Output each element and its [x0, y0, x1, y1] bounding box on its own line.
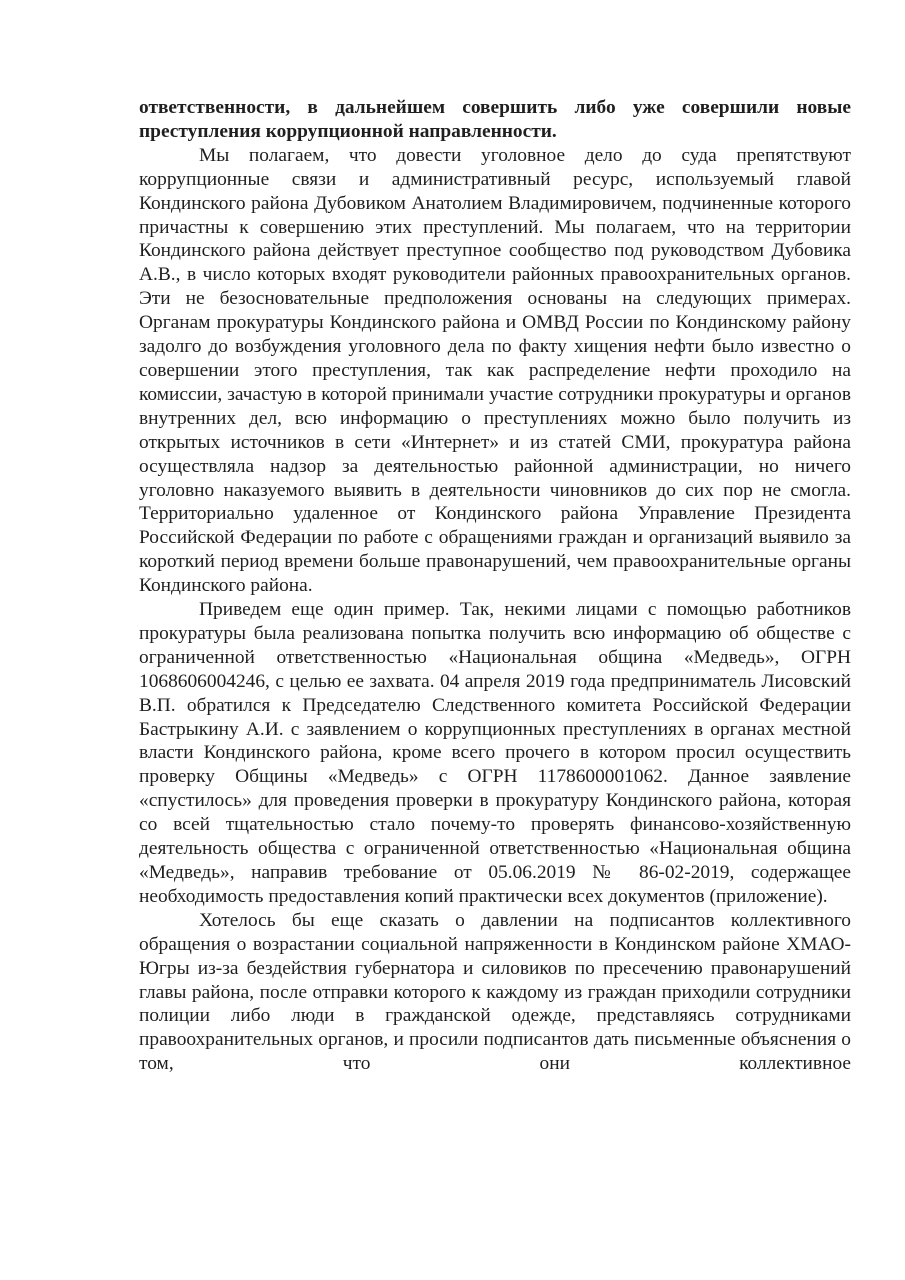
- paragraph-pressure-signatories: Хотелось бы еще сказать о давлении на подписантов коллективного обращения о возрастании социальной напряженности в Кондинском районе ХМАО-Югры из-за бездействия губернатора и силовиков по пресечению правонарушений главы района, после отправки которого к каждому из граждан приходили сотрудники полиции либо люди в гражданской одежде, представляясь сотрудниками правоохранительных органов, и просили подписантов дать письменные объяснения о том, что они коллективное: [139, 909, 851, 1075]
- letter-body: [139, 96, 851, 1076]
- paragraph-corruption-ties: Мы полагаем, что довести уголовное дело до суда препятствуют коррупционные связи и административный ресурс, используемый главой Кондинского района Дубовиком Анатолием Владимировичем, подчиненные которого причастны к совершению этих преступлений. Мы полагаем, что на территории Кондинского района действует преступное сообщество под руководством Дубовика А.В., в число которых входят руководители районных правоохранительных органов. Эти не безосновательные предположения основаны на следующих примерах. Органам прокуратуры Кондинского района и ОМВД России по Кондинскому району задолго до возбуждения уголовного дела по факту хищения нефти было известно о совершении этого преступления, так как распределение нефти проходило на комиссии, зачастую в которой принимали участие сотрудники прокуратуры и органов внутренних дел, всю информацию о преступлениях можно было получить из открытых источников в сети «Интернет» и из статей СМИ, прокуратура района осуществляла надзор за деятельностью районной администрации, но ничего уголовно наказуемого выявить в деятельности чиновников до сих пор не смогла. Территориально удаленное от Кондинского района Управление Президента Российской Федерации по работе с обращениями граждан и организаций выявило за короткий период времени больше правонарушений, чем правоохранительные органы Кондинского района.: [139, 144, 851, 597]
- paragraph-example-medved: Приведем еще один пример. Так, некими лицами с помощью работников прокуратуры была реализована попытка получить всю информацию об обществе с ограниченной ответственностью «Национальная община «Медведь», ОГРН 1068606004246, с целью ее захвата. 04 апреля 2019 года предприниматель Лисовский В.П. обратился к Председателю Следственного комитета Российской Федерации Бастрыкину А.И. с заявлением о коррупционных преступлениях в органах местной власти Кондинского района, кроме всего прочего в котором просил осуществить проверку Общины «Медведь» с ОГРН 1178600001062. Данное заявление «спустилось» для проведения проверки в прокуратуру Кондинского района, которая со всей тщательностью стало почему-то проверять финансово-хозяйственную деятельность общества с ограниченной ответственностью «Национальная община «Медведь», направив требование от 05.06.2019 № 86-02-2019, содержащее необходимость предоставления копий практически всех документов (приложение).: [139, 599, 851, 907]
- bold-lead-paragraph: ответственности, в дальнейшем совершить либо уже совершили новые преступления коррупционной направленности.: [139, 97, 851, 142]
